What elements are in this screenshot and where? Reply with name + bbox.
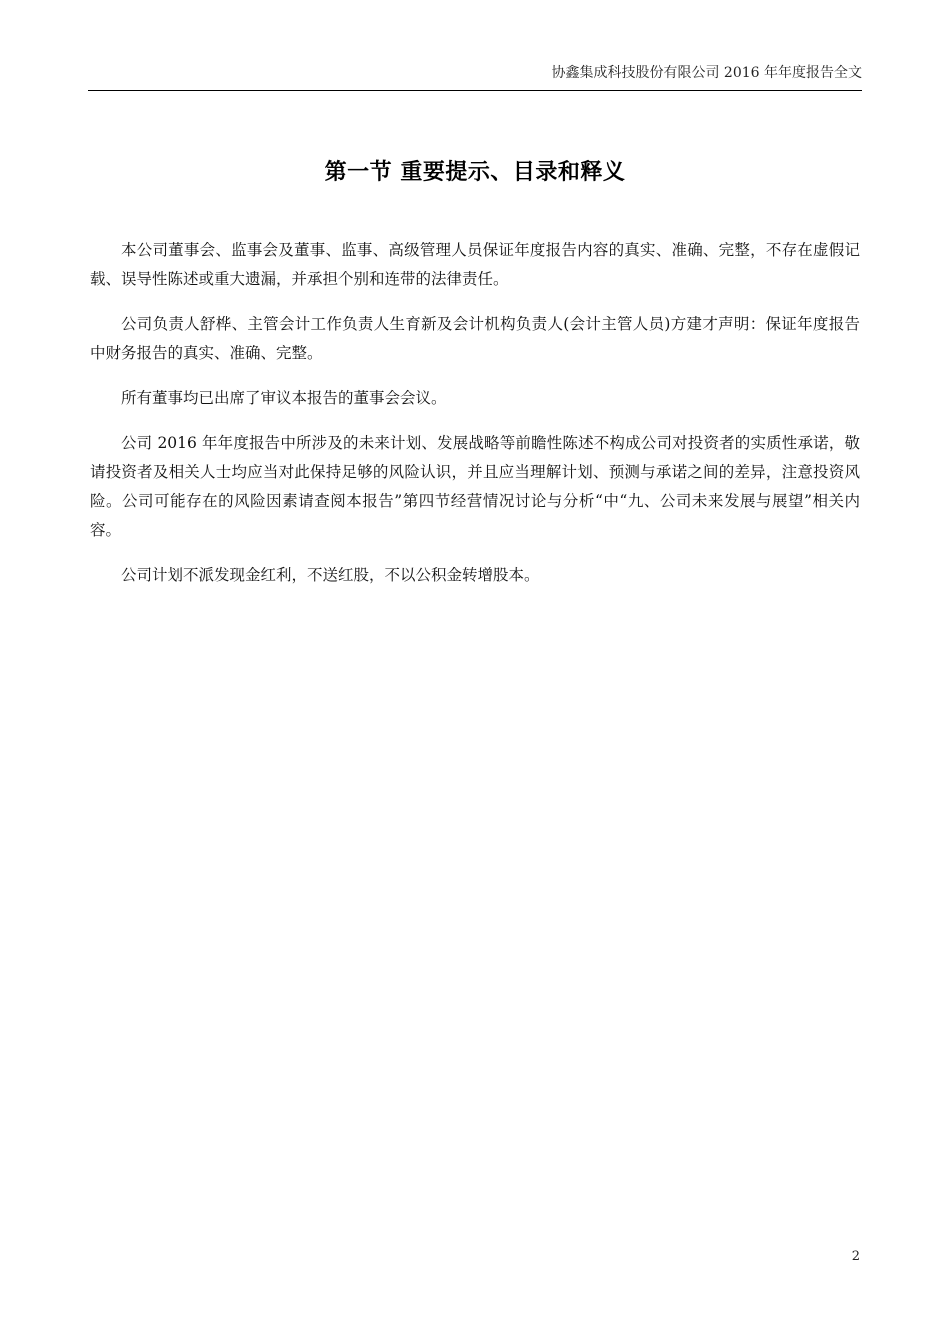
- header-title: 协鑫集成科技股份有限公司 2016 年年度报告全文: [551, 65, 862, 81]
- document-body: [90, 236, 860, 606]
- paragraph-forward-looking-disclaimer: 公司 2016 年年度报告中所涉及的未来计划、发展战略等前瞻性陈述不构成公司对投资者的实质性承诺，敬请投资者及相关人士均应当对此保持足够的风险认识，并且应当理解计划、预测与承诺之间的差异，注意投资风险。公司可能存在的风险因素请查阅本报告”第四节经营情况讨论与分析“中“九、公司未来发展与展望”相关内容。: [90, 434, 860, 539]
- section-title: 第一节 重要提示、目录和释义: [324, 159, 626, 185]
- page-header: [88, 62, 862, 91]
- paragraph-financial-statement-declaration: 公司负责人舒桦、主管会计工作负责人生育新及会计机构负责人(会计主管人员)方建才声明：保证年度报告中财务报告的真实、准确、完整。: [90, 315, 860, 362]
- paragraph-board-attendance: 所有董事均已出席了审议本报告的董事会会议。: [121, 389, 447, 407]
- paragraph-dividend-plan: 公司计划不派发现金红利，不送红股，不以公积金转增股本。: [121, 566, 540, 584]
- paragraph-responsibility-statement: 本公司董事会、监事会及董事、监事、高级管理人员保证年度报告内容的真实、准确、完整，不存在虚假记载、误导性陈述或重大遗漏，并承担个别和连带的法律责任。: [90, 241, 860, 288]
- page-number: 2: [851, 1249, 860, 1264]
